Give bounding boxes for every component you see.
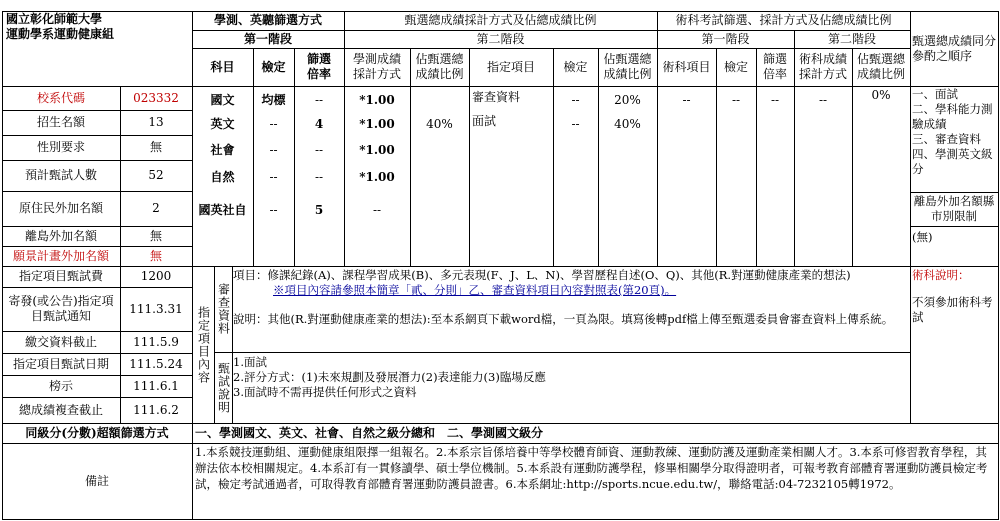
subject-method-chinese: *1.00 — [359, 92, 395, 107]
stage2-title: 第二階段 — [476, 31, 525, 46]
tie-break-header: 甄選總成績同分參酌之順序 — [912, 33, 997, 63]
info-value-vision: 無 — [149, 248, 162, 263]
same-score-value: 一、學測國文、英文、社會、自然之級分總和 二、學測國文級分 — [195, 425, 544, 440]
review-description: 說明：其他(R.對運動健康產業的想法):至本系網頁下載word檔，一頁為限。填寫後轉pdf檔上傳至甄選委員會審查資料上傳系統。 — [233, 312, 894, 326]
gsat-ratio-header: 佔甄選總成績比例 — [415, 52, 464, 81]
subject-row-english: 英文 — [210, 116, 235, 131]
subject-method-social: *1.00 — [359, 142, 395, 157]
info-label-island: 離島外加名額 — [24, 228, 97, 243]
skill-ratio-value: 0% — [871, 87, 891, 102]
island-value: (無) — [912, 230, 933, 244]
info-label-code: 校系代碼 — [36, 90, 85, 105]
tie-order-2: 二、學科能力測驗成績 — [912, 102, 993, 131]
schedule-label-fee: 指定項目甄試費 — [18, 269, 103, 283]
subject-multiple-chinese: -- — [314, 92, 324, 107]
subject-check-english: -- — [269, 116, 278, 131]
item-ratio-review: 20% — [614, 92, 641, 107]
info-label-vision: 願景計畫外加名額 — [12, 248, 109, 263]
interview-content — [233, 355, 909, 421]
subject-row-combined: 國英社自 — [198, 202, 247, 217]
info-label-gender: 性別要求 — [36, 140, 85, 154]
info-value-expected: 52 — [148, 168, 164, 182]
item-ratio-interview: 40% — [614, 116, 641, 131]
skill-multiple-value: -- — [770, 92, 780, 107]
check-header: 檢定 — [261, 59, 286, 74]
skill-subject-value: -- — [682, 92, 691, 107]
subject-check-social: -- — [269, 142, 278, 157]
item-ratio-header: 佔甄選總成績比例 — [603, 52, 652, 81]
subject-check-science: -- — [269, 169, 278, 184]
interview-label: 甄試說明 — [216, 361, 231, 414]
subject-check-chinese: 均標 — [261, 92, 286, 107]
stage1-title: 第一階段 — [243, 31, 292, 46]
skill-note-text: 不須參加術科考試 — [912, 295, 993, 324]
review-label: 審查資料 — [216, 283, 231, 335]
score-ratio-title: 甄選總成績採計方式及佔總成績比例 — [404, 13, 597, 27]
skill-stage2-title: 第二階段 — [827, 31, 876, 46]
tie-order-1: 一、面試 — [912, 87, 958, 101]
subject-row-science: 自然 — [210, 169, 235, 184]
screening-title: 學測、英聽篩選方式 — [213, 13, 322, 27]
dept-name: 運動學系運動健康組 — [6, 27, 115, 41]
skill-multiple-header: 篩選倍率 — [762, 52, 787, 81]
skill-title: 術科考試篩選、採計方式及佔總成績比例 — [675, 13, 892, 27]
subject-multiple-combined: 5 — [314, 202, 324, 217]
remarks-label: 備註 — [84, 473, 109, 488]
subject-check-combined: -- — [269, 202, 278, 217]
school-name: 國立彰化師範大學 — [6, 12, 103, 26]
check2-header: 檢定 — [563, 59, 588, 74]
schedule-value-result: 111.6.1 — [133, 378, 179, 393]
skill-note-title: 術科說明： — [912, 268, 970, 282]
schedule-value-exam: 111.5.24 — [129, 356, 183, 371]
info-value-island: 無 — [149, 228, 162, 243]
review-note[interactable]: ※項目內容請參照本簡章「貳、分則」乙、審查資料項目內容對照表(第20頁)。 — [273, 283, 677, 297]
subject-multiple-social: -- — [314, 142, 324, 157]
remarks-text: 1.本系競技運動組、運動健康組限擇一組報名。2.本系宗旨係培養中等學校體育師資、運動教練、運動防護及運動產業相關人才。3.本系可修習教育學程，其辦法依本校相關規定。4.本系訂有一貫修讀學、碩士學位機制。5.本系設有運動防護學程，修畢相關學分取得證明者，可報考教育部體育署運動防護員檢定考試，檢定考試通過者，可取得教育部體育署運動防護員證書。6.本系網址:http://sports.ncue.edu.tw/，聯絡電話:04-7232105轉1972。 — [195, 445, 988, 491]
same-score-label: 同級分(分數)超額篩選方式 — [25, 425, 169, 440]
tie-order-4: 四、學測英文級分 — [912, 147, 993, 176]
info-value-quota: 13 — [148, 115, 164, 129]
schedule-value-recheck: 111.6.2 — [133, 402, 179, 417]
item-name-review: 審查資料 — [472, 90, 521, 104]
schedule-value-notice: 111.3.31 — [129, 301, 183, 316]
subject-row-chinese: 國文 — [210, 92, 235, 107]
review-content — [233, 268, 909, 352]
designated-content-label: 指定項目內容 — [196, 305, 211, 384]
schedule-label-exam: 指定項目甄試日期 — [12, 356, 109, 371]
subject-method-science: *1.00 — [359, 169, 395, 184]
subject-method-combined: -- — [372, 202, 382, 217]
item-check-review: -- — [571, 92, 580, 107]
skill-note — [912, 268, 998, 423]
gsat-ratio-value: 40% — [426, 116, 453, 131]
schedule-value-submit: 111.5.9 — [133, 334, 179, 349]
schedule-label-result: 榜示 — [48, 378, 73, 393]
designated-item-header: 指定項目 — [486, 59, 535, 74]
skill-check-value: -- — [731, 92, 741, 107]
multiple-header: 篩選倍率 — [306, 52, 331, 81]
info-value-code: 023332 — [133, 90, 179, 105]
schedule-value-fee: 1200 — [140, 269, 172, 283]
item-name-interview: 面試 — [472, 114, 497, 128]
skill-subject-header: 術科項目 — [662, 59, 711, 74]
info-label-quota: 招生名額 — [36, 115, 85, 129]
schedule-label-submit: 繳交資料截止 — [24, 334, 97, 349]
interview-line-3: 3.面試時不需再提供任何形式之資料 — [233, 385, 417, 399]
tie-order-3: 三、審查資料 — [912, 132, 981, 146]
schedule-label-notice: 寄發(或公告)指定項目甄試通知 — [8, 294, 114, 323]
skill-ratio-header: 佔甄選總成績比例 — [856, 52, 905, 81]
gsat-method-header: 學測成績採計方式 — [352, 52, 401, 81]
skill-check-header: 檢定 — [723, 59, 748, 74]
info-value-gender: 無 — [149, 140, 162, 154]
tie-break-list — [912, 87, 998, 192]
island-note: 離島外加名額縣市別限制 — [913, 194, 995, 223]
item-check-interview: -- — [571, 116, 580, 131]
subject-method-english: *1.00 — [359, 116, 395, 131]
subject-row-social: 社會 — [210, 142, 235, 157]
subject-multiple-english: 4 — [314, 116, 324, 131]
subject-header: 科目 — [210, 59, 235, 74]
info-label-aboriginal: 原住民外加名額 — [18, 201, 103, 215]
info-label-expected: 預計甄試人數 — [24, 168, 97, 182]
skill-method-header: 術科成績採計方式 — [798, 52, 847, 81]
review-items: 項目：修課紀錄(A)、課程學習成果(B)、多元表現(F、J、L、N)、學習歷程自述(O、Q)、其他(R.對運動健康產業的想法) — [233, 268, 851, 282]
subject-multiple-science: -- — [314, 169, 324, 184]
info-value-aboriginal: 2 — [152, 201, 160, 215]
skill-stage1-title: 第一階段 — [701, 31, 750, 46]
interview-line-2: 2.評分方式：(1)未來規劃及發展潛力(2)表達能力(3)臨場反應 — [233, 370, 546, 384]
school-header — [2, 12, 192, 46]
interview-line-1: 1.面試 — [233, 355, 267, 369]
skill-method-value: -- — [818, 92, 828, 107]
schedule-label-recheck: 總成績複查截止 — [18, 402, 103, 417]
